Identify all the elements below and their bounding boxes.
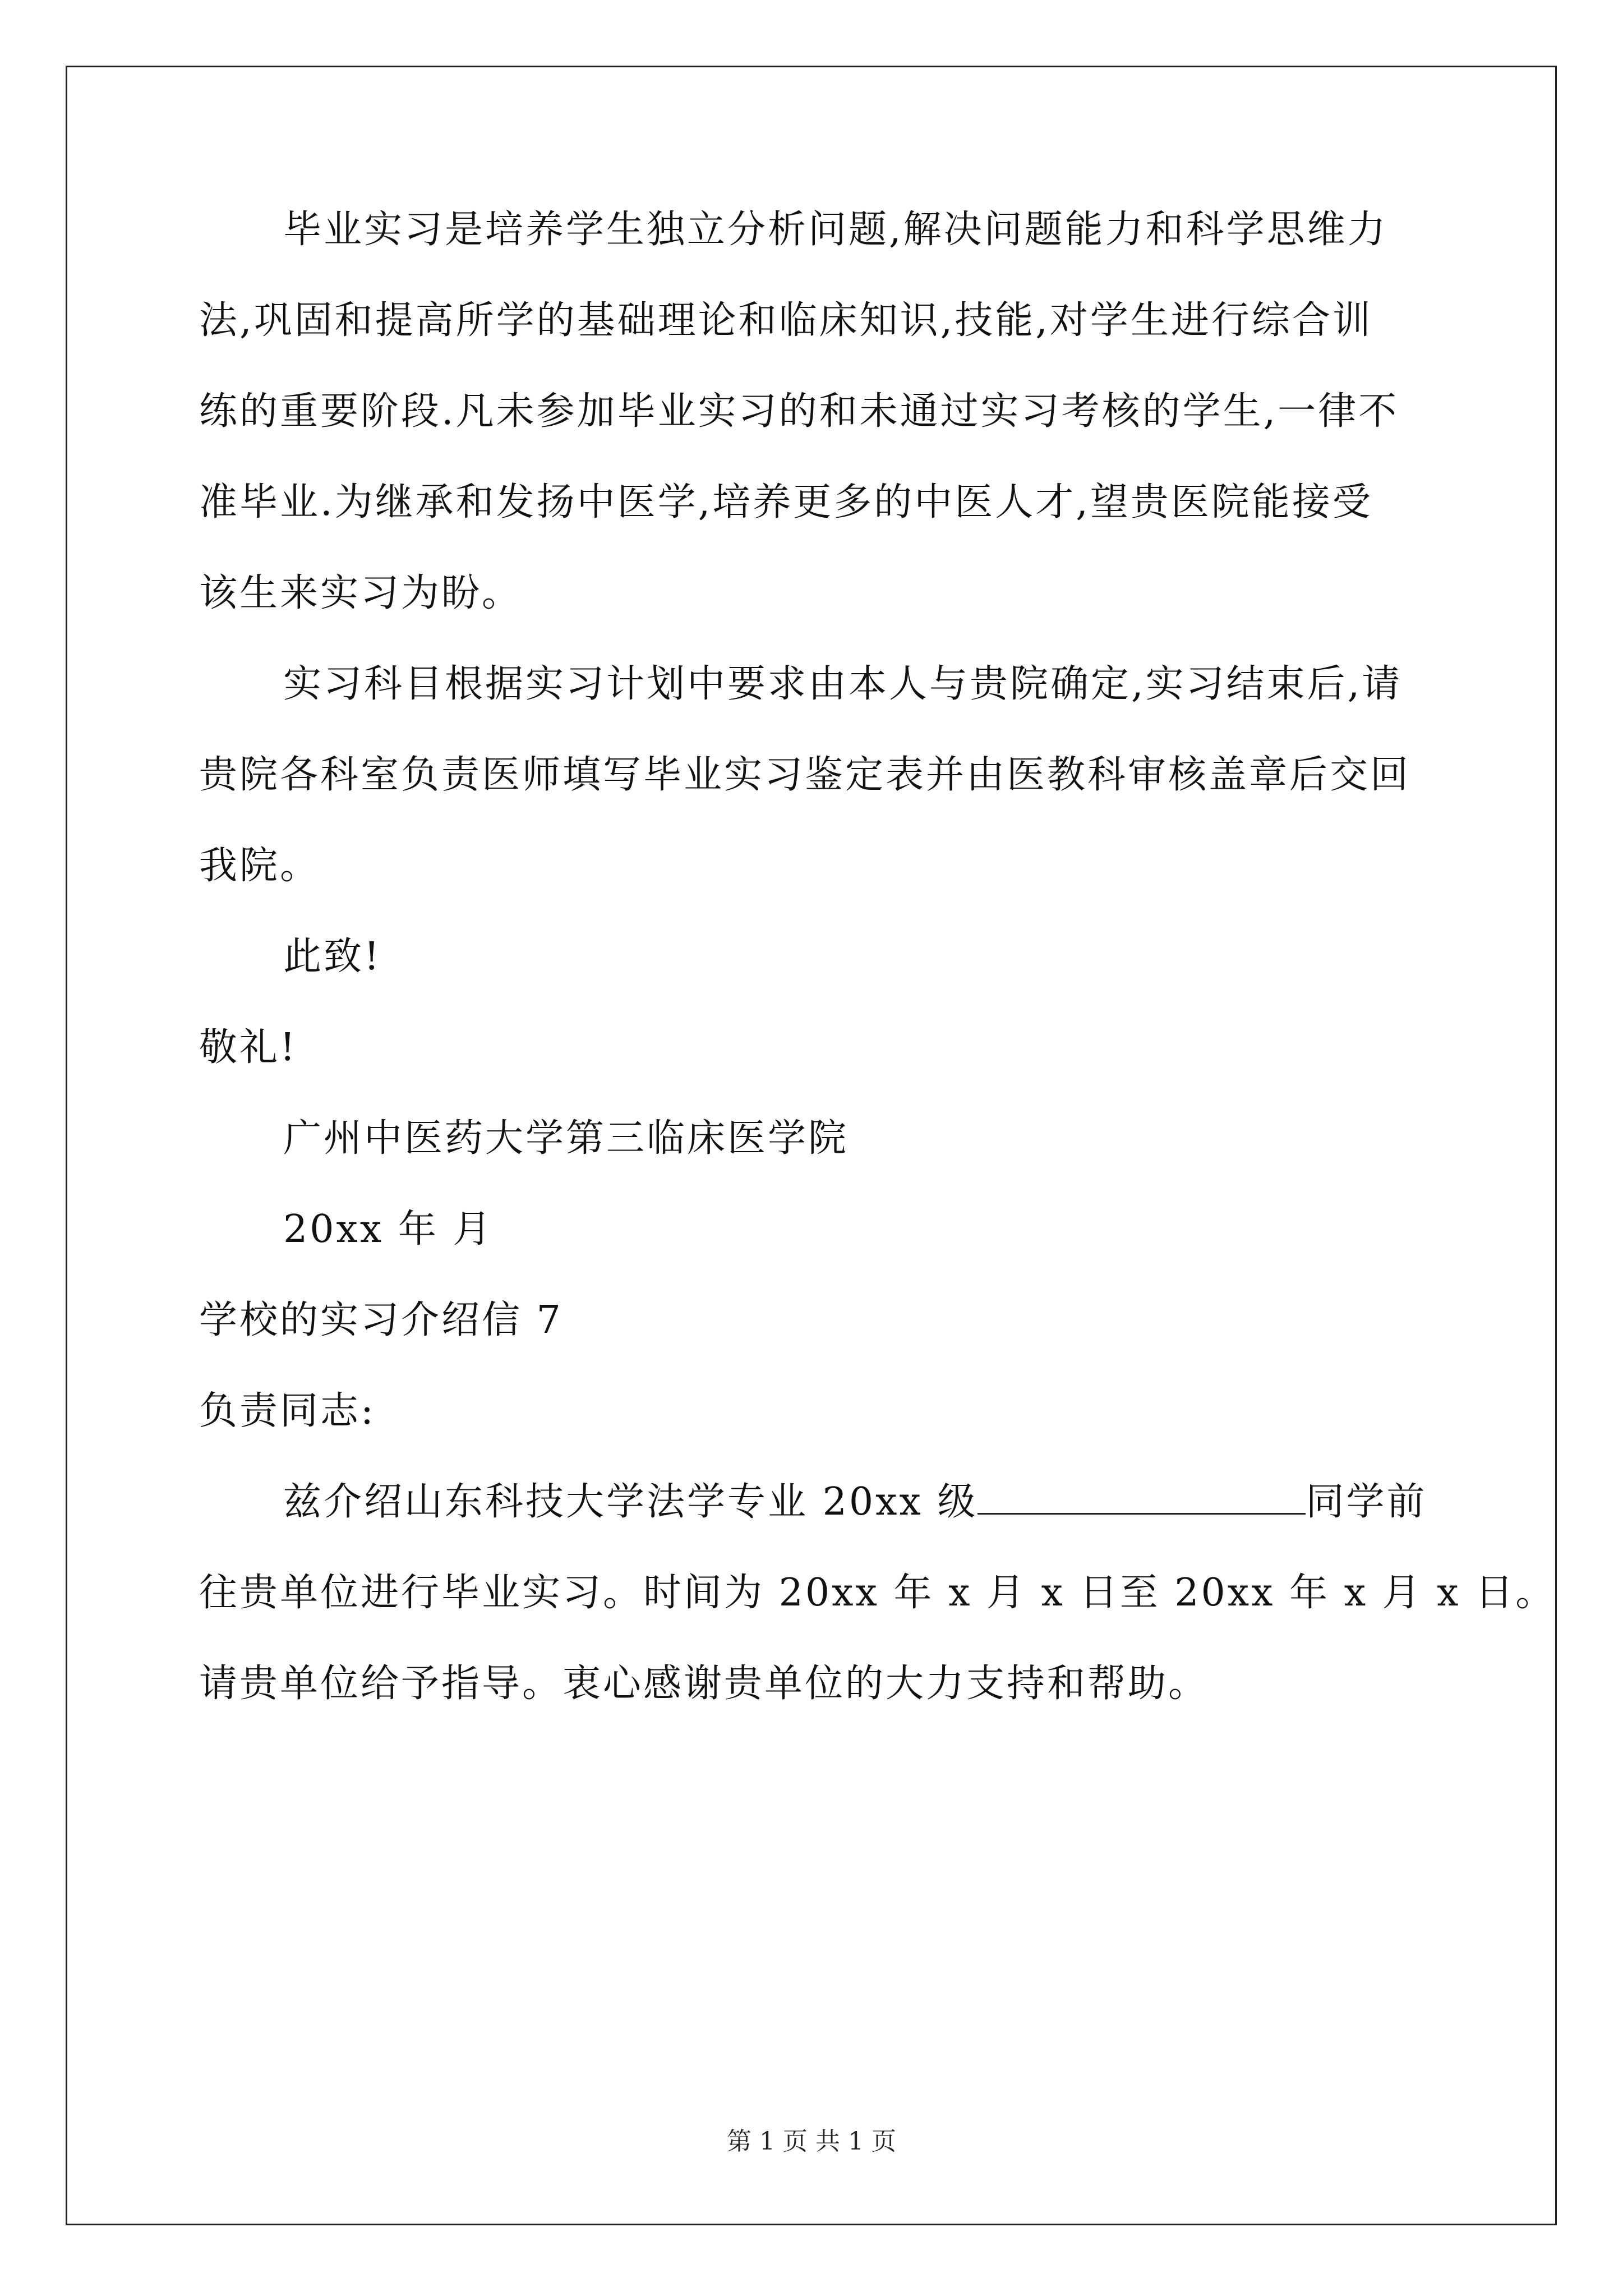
paragraph-line: 我院。 xyxy=(199,844,321,888)
section-title: 学校的实习介绍信 7 xyxy=(199,1298,563,1342)
sender-institution: 广州中医药大学第三临床医学院 xyxy=(283,1116,849,1161)
paragraph-line xyxy=(283,1477,1427,1527)
page-footer: 第 1 页 共 1 页 xyxy=(727,2127,896,2156)
paragraph-line: 法,巩固和提高所学的基础理论和临床知识,技能,对学生进行综合训 xyxy=(199,298,1373,343)
paragraph-line: 准毕业.为继承和发扬中医学,培养更多的中医人才,望贵医院能接受 xyxy=(199,480,1373,524)
date-line: 20xx 年 月 xyxy=(283,1207,494,1251)
paragraph-line: 贵院各科室负责医师填写毕业实习鉴定表并由医教科审核盖章后交回 xyxy=(199,753,1411,797)
intro-text-continued: 同学前 xyxy=(1306,1480,1427,1524)
salutation: 敬礼! xyxy=(199,1025,298,1070)
paragraph-line: 往贵单位进行毕业实习。时间为 20xx 年 x 月 x 日至 20xx 年 x 月 x 日。 xyxy=(199,1571,1556,1615)
student-name-blank xyxy=(978,1479,1306,1515)
recipient-greeting: 负责同志: xyxy=(199,1389,376,1433)
closing-phrase: 此致! xyxy=(283,935,382,979)
paragraph-line: 毕业实习是培养学生独立分析问题,解决问题能力和科学思维力 xyxy=(283,208,1388,252)
paragraph-line: 练的重要阶段.凡未参加毕业实习的和未通过实习考核的学生,一律不 xyxy=(199,389,1399,434)
paragraph-line: 该生来实习为盼。 xyxy=(199,571,523,615)
intro-text: 兹介绍山东科技大学法学专业 20xx 级 xyxy=(283,1480,978,1524)
paragraph-line: 实习科目根据实习计划中要求由本人与贵院确定,实习结束后,请 xyxy=(283,662,1403,706)
paragraph-line: 请贵单位给予指导。衷心感谢贵单位的大力支持和帮助。 xyxy=(199,1662,1209,1706)
